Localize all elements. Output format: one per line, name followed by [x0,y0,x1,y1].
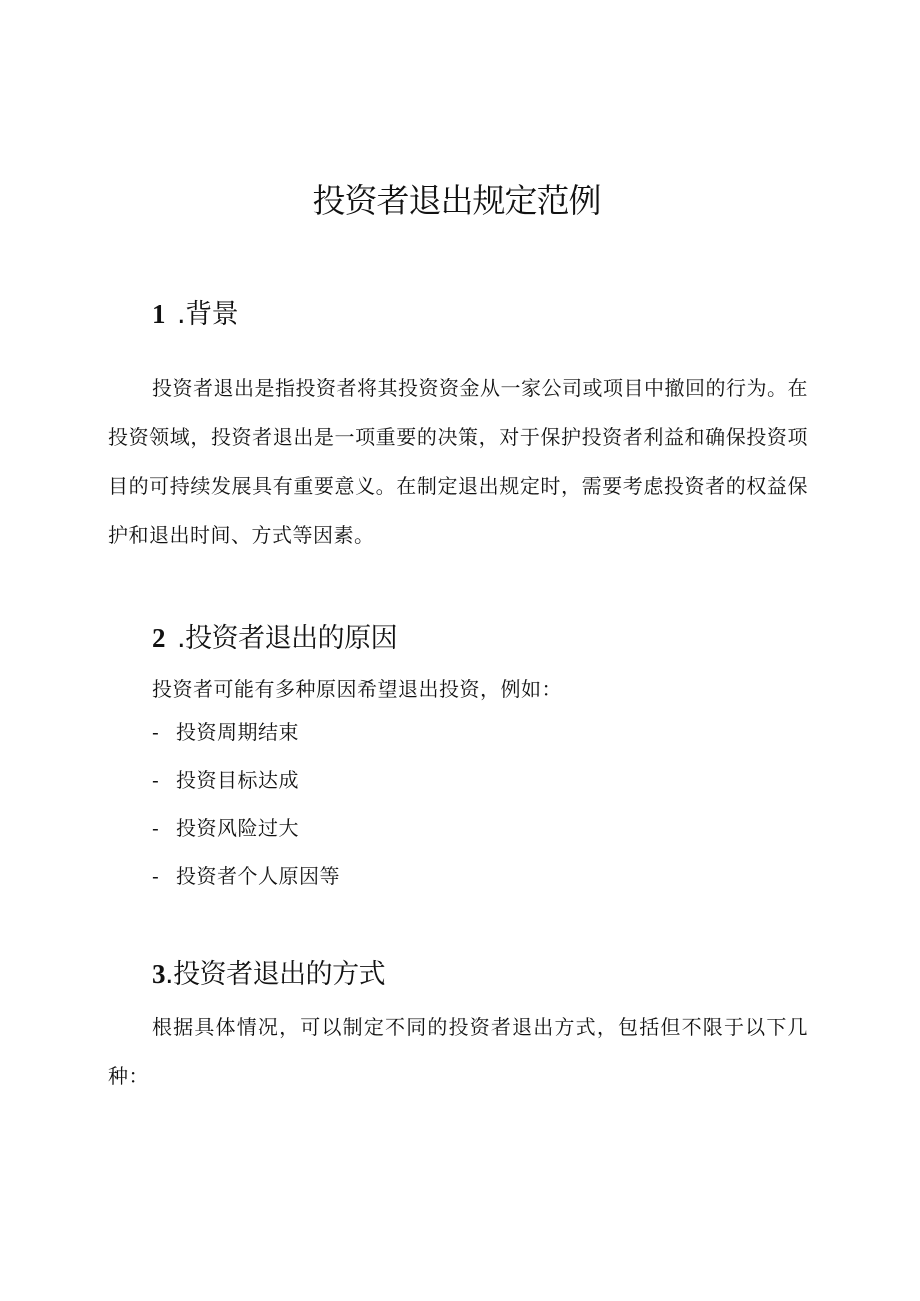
list-item [152,813,299,843]
section-3-number: 3 [152,959,165,989]
section-3-paragraph: 根据具体情况，可以制定不同的投资者退出方式，包括但不限于以下几种： [108,1015,808,1088]
list-bullet: - [152,864,160,888]
list-item [152,717,299,747]
section-1-paragraph: 投资者退出是指投资者将其投资资金从一家公司或项目中撤回的行为。在投资领域，投资者退出是一项重要的决策，对于保护投资者利益和确保投资项目的可持续发展具有重要意义。在制定退出规定时，需要考虑投资者的权益保护和退出时间、方式等因素。 [108,376,808,547]
section-1-number: 1 [152,299,165,329]
list-bullet: - [152,720,160,744]
section-2-heading [152,618,397,659]
section-2-number: 2 [152,623,165,653]
section-3-title: .投资者退出的方式 [165,959,386,990]
section-2-intro: 投资者可能有多种原因希望退出投资，例如： [152,677,562,701]
section-1-heading [152,294,238,335]
section-3-heading [152,954,385,995]
list-item-text: 投资风险过大 [176,816,299,840]
list-bullet: - [152,816,160,840]
list-item-text: 投资目标达成 [176,768,299,792]
list-item [152,765,299,795]
list-item [152,861,340,891]
section-1-title: .背景 [177,299,239,330]
list-bullet: - [152,768,160,792]
document-title: 投资者退出规定范例 [312,181,601,220]
list-item-text: 投资者个人原因等 [176,864,340,888]
list-item-text: 投资周期结束 [176,720,299,744]
section-2-title: .投资者退出的原因 [177,623,398,654]
